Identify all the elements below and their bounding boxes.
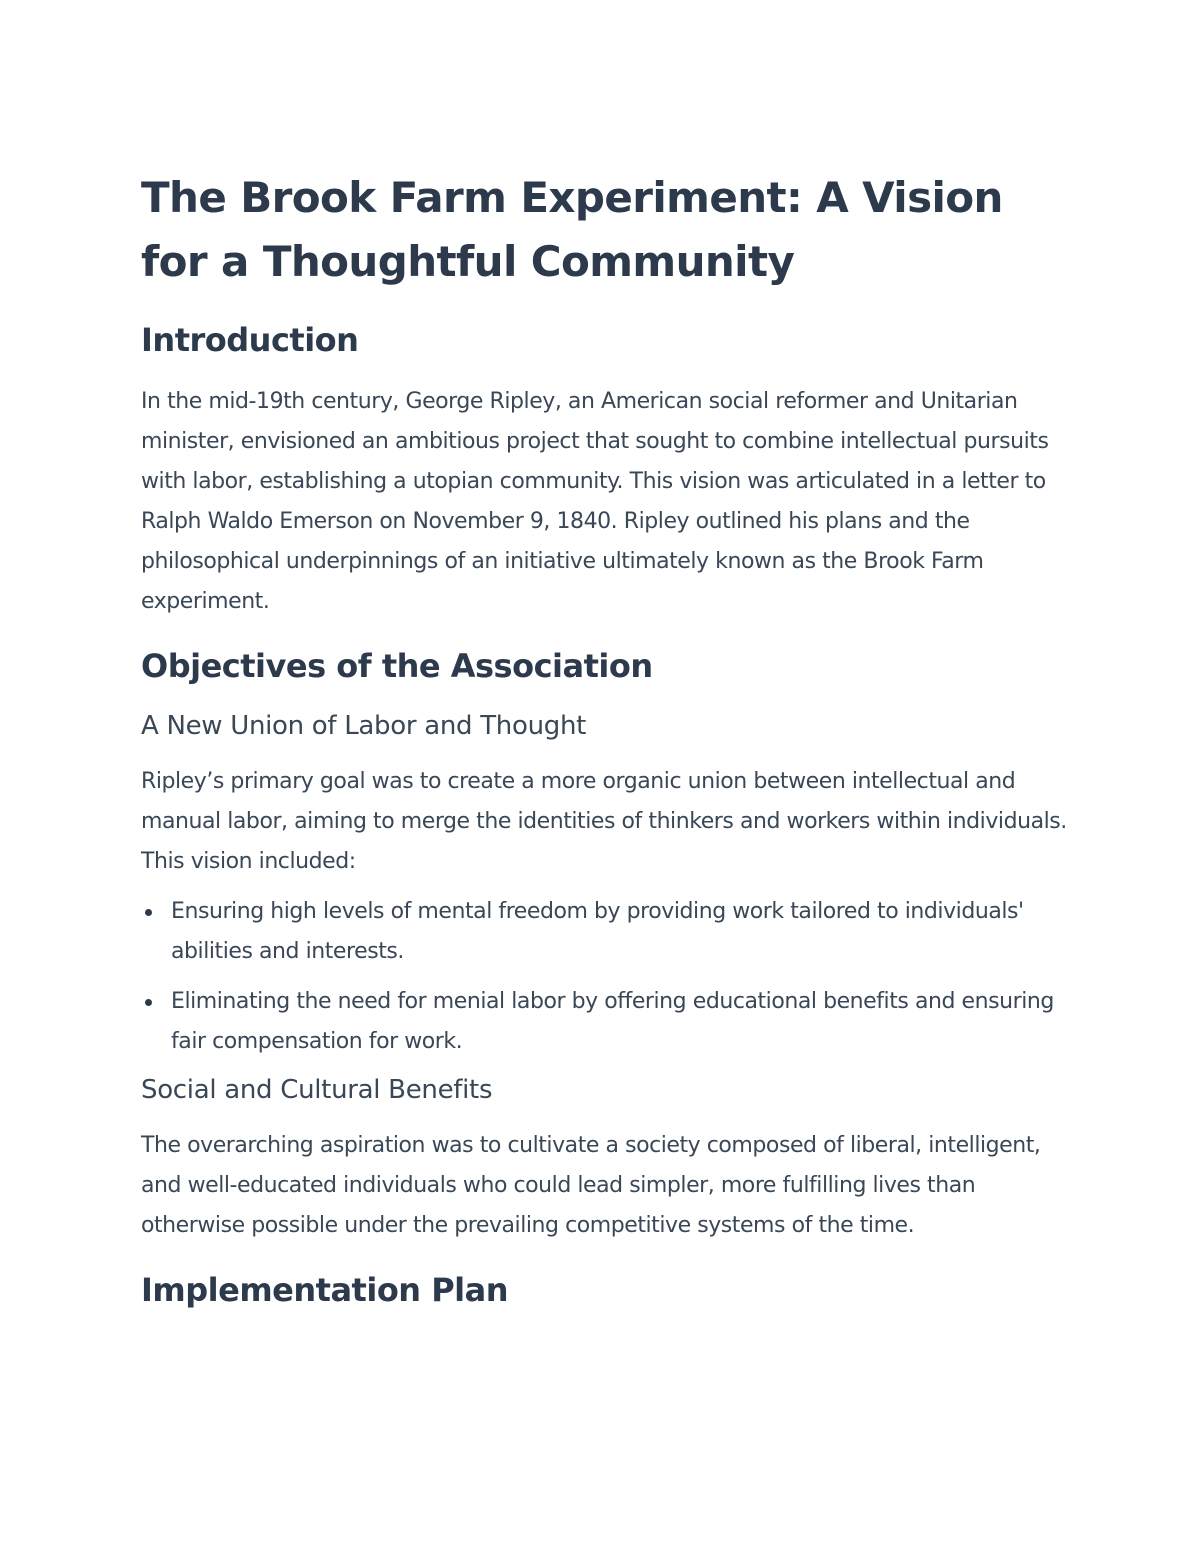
subsection-heading-social-cultural: Social and Cultural Benefits [141, 1075, 493, 1105]
bullet-icon [145, 999, 152, 1006]
list-item-text: Ensuring high levels of mental freedom by providing work tailored to individuals' abilities and interests. [171, 899, 1024, 964]
list-item [141, 982, 1071, 1062]
introduction-paragraph: In the mid-19th century, George Ripley, an American social reformer and Unitarian minister, envisioned an ambitious project that sought to combine intellectual pursuits with labor, establishing a utopian community. This vision was articulated in a letter to Ralph Waldo Emerson on November 9, 1840. Ripley outlined his plans and the philosophical underpinnings of an initiative ultimately known as the Brook Farm experiment. [141, 389, 1049, 614]
section-heading-introduction: Introduction [141, 321, 359, 359]
list-item-text: Eliminating the need for menial labor by offering educational benefits and ensuring fair compensation for work. [171, 989, 1054, 1054]
social-cultural-paragraph: The overarching aspiration was to cultivate a society composed of liberal, intelligent, and well-educated individuals who could lead simpler, more fulfilling lives than otherwise possible under the prevailing competitive systems of the time. [141, 1133, 1041, 1238]
labor-thought-paragraph: Ripley’s primary goal was to create a more organic union between intellectual and manual labor, aiming to merge the identities of thinkers and workers within individuals. This vision included: [141, 769, 1067, 874]
bullet-icon [145, 909, 152, 916]
section-heading-implementation: Implementation Plan [141, 1271, 509, 1309]
objectives-bullet-list [141, 892, 1071, 1062]
document-page [141, 166, 1071, 1332]
list-item [141, 892, 1071, 972]
subsection-heading-labor-thought: A New Union of Labor and Thought [141, 711, 587, 741]
document-title: The Brook Farm Experiment: A Vision for a Thoughtful Community [141, 173, 1003, 286]
section-heading-objectives: Objectives of the Association [141, 647, 653, 685]
